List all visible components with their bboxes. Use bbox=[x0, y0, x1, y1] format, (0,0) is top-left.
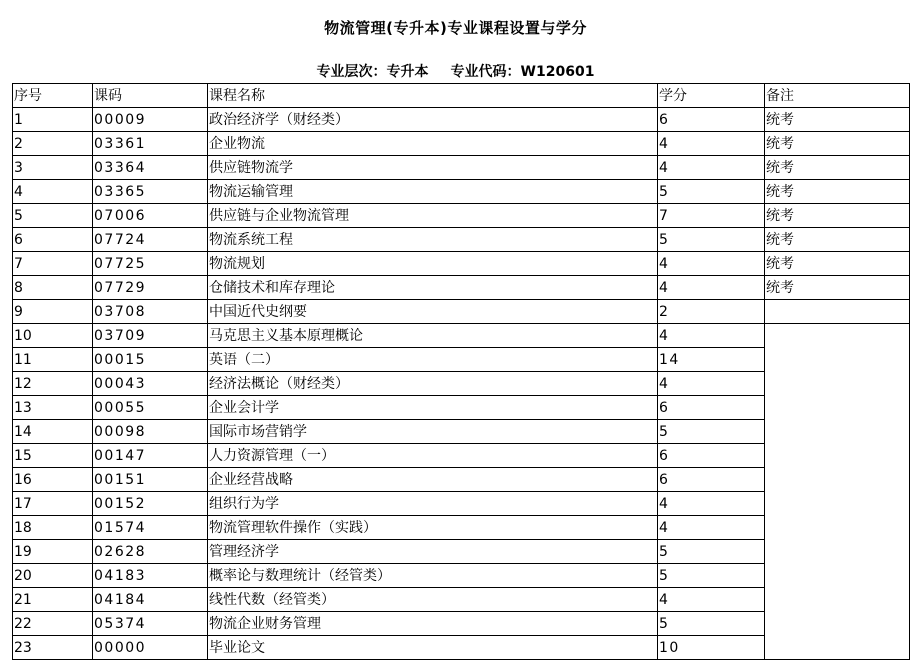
cell-credit: 6 bbox=[658, 396, 765, 420]
cell-credit: 4 bbox=[658, 516, 765, 540]
cell-code: 00015 bbox=[93, 348, 208, 372]
table-row bbox=[13, 300, 910, 324]
cell-name: 企业经营战略 bbox=[208, 468, 658, 492]
cell-name: 英语（二） bbox=[208, 348, 658, 372]
cell-code: 00043 bbox=[93, 372, 208, 396]
cell-code: 00147 bbox=[93, 444, 208, 468]
cell-name: 线性代数（经管类） bbox=[208, 588, 658, 612]
header-credit: 学分 bbox=[658, 84, 765, 108]
cell-credit: 6 bbox=[658, 444, 765, 468]
cell-code: 03361 bbox=[93, 132, 208, 156]
cell-no: 2 bbox=[13, 132, 93, 156]
table-row bbox=[13, 180, 910, 204]
cell-credit: 4 bbox=[658, 588, 765, 612]
cell-name: 马克思主义基本原理概论 bbox=[208, 324, 658, 348]
header-code: 课码 bbox=[93, 84, 208, 108]
cell-code: 04183 bbox=[93, 564, 208, 588]
table-row bbox=[13, 228, 910, 252]
cell-credit: 5 bbox=[658, 540, 765, 564]
cell-no: 11 bbox=[13, 348, 93, 372]
cell-name: 物流管理软件操作（实践） bbox=[208, 516, 658, 540]
cell-credit: 6 bbox=[658, 468, 765, 492]
cell-credit: 5 bbox=[658, 228, 765, 252]
table-row bbox=[13, 108, 910, 132]
cell-no: 19 bbox=[13, 540, 93, 564]
cell-credit: 4 bbox=[658, 156, 765, 180]
cell-note bbox=[765, 300, 910, 324]
cell-no: 7 bbox=[13, 252, 93, 276]
cell-no: 5 bbox=[13, 204, 93, 228]
cell-no: 1 bbox=[13, 108, 93, 132]
table-row bbox=[13, 156, 910, 180]
cell-name: 物流规划 bbox=[208, 252, 658, 276]
cell-credit: 7 bbox=[658, 204, 765, 228]
header-name: 课程名称 bbox=[208, 84, 658, 108]
cell-credit: 6 bbox=[658, 108, 765, 132]
cell-code: 00098 bbox=[93, 420, 208, 444]
cell-note: 统考 bbox=[765, 252, 910, 276]
cell-no: 13 bbox=[13, 396, 93, 420]
cell-note: 统考 bbox=[765, 276, 910, 300]
cell-no: 8 bbox=[13, 276, 93, 300]
cell-credit: 2 bbox=[658, 300, 765, 324]
cell-name: 企业物流 bbox=[208, 132, 658, 156]
cell-credit: 4 bbox=[658, 492, 765, 516]
cell-name: 物流运输管理 bbox=[208, 180, 658, 204]
cell-name: 管理经济学 bbox=[208, 540, 658, 564]
cell-credit: 5 bbox=[658, 612, 765, 636]
cell-code: 05374 bbox=[93, 612, 208, 636]
cell-code: 04184 bbox=[93, 588, 208, 612]
table-row bbox=[13, 204, 910, 228]
cell-name: 供应链与企业物流管理 bbox=[208, 204, 658, 228]
subtitle bbox=[0, 61, 911, 81]
cell-credit: 14 bbox=[658, 348, 765, 372]
cell-name: 人力资源管理（一） bbox=[208, 444, 658, 468]
cell-no: 18 bbox=[13, 516, 93, 540]
major-code: 专业代码：W120601 bbox=[450, 64, 595, 80]
cell-name: 政治经济学（财经类） bbox=[208, 108, 658, 132]
cell-code: 07725 bbox=[93, 252, 208, 276]
cell-note: 统考 bbox=[765, 180, 910, 204]
cell-credit: 5 bbox=[658, 564, 765, 588]
cell-name: 物流系统工程 bbox=[208, 228, 658, 252]
cell-no: 14 bbox=[13, 420, 93, 444]
cell-credit: 10 bbox=[658, 636, 765, 660]
cell-name: 毕业论文 bbox=[208, 636, 658, 660]
table-row bbox=[13, 132, 910, 156]
cell-code: 00009 bbox=[93, 108, 208, 132]
cell-code: 01574 bbox=[93, 516, 208, 540]
cell-name: 物流企业财务管理 bbox=[208, 612, 658, 636]
cell-name: 供应链物流学 bbox=[208, 156, 658, 180]
cell-note: 统考 bbox=[765, 228, 910, 252]
cell-name: 经济法概论（财经类） bbox=[208, 372, 658, 396]
cell-credit: 4 bbox=[658, 372, 765, 396]
cell-no: 15 bbox=[13, 444, 93, 468]
cell-code: 00152 bbox=[93, 492, 208, 516]
cell-credit: 5 bbox=[658, 420, 765, 444]
cell-no: 23 bbox=[13, 636, 93, 660]
cell-name: 概率论与数理统计（经管类） bbox=[208, 564, 658, 588]
cell-no: 4 bbox=[13, 180, 93, 204]
cell-no: 6 bbox=[13, 228, 93, 252]
cell-name: 企业会计学 bbox=[208, 396, 658, 420]
cell-no: 9 bbox=[13, 300, 93, 324]
cell-code: 03708 bbox=[93, 300, 208, 324]
major-level: 专业层次：专升本 bbox=[316, 64, 429, 80]
cell-note: 统考 bbox=[765, 204, 910, 228]
table-row bbox=[13, 252, 910, 276]
cell-note-merged bbox=[765, 324, 910, 660]
cell-credit: 5 bbox=[658, 180, 765, 204]
cell-code: 07724 bbox=[93, 228, 208, 252]
cell-credit: 4 bbox=[658, 252, 765, 276]
cell-name: 组织行为学 bbox=[208, 492, 658, 516]
cell-credit: 4 bbox=[658, 276, 765, 300]
cell-no: 3 bbox=[13, 156, 93, 180]
cell-name: 中国近代史纲要 bbox=[208, 300, 658, 324]
cell-credit: 4 bbox=[658, 132, 765, 156]
cell-code: 07006 bbox=[93, 204, 208, 228]
cell-note: 统考 bbox=[765, 132, 910, 156]
table-row bbox=[13, 324, 910, 348]
cell-no: 16 bbox=[13, 468, 93, 492]
cell-code: 02628 bbox=[93, 540, 208, 564]
table-row bbox=[13, 276, 910, 300]
cell-code: 03365 bbox=[93, 180, 208, 204]
cell-code: 00151 bbox=[93, 468, 208, 492]
cell-no: 12 bbox=[13, 372, 93, 396]
cell-name: 国际市场营销学 bbox=[208, 420, 658, 444]
cell-no: 20 bbox=[13, 564, 93, 588]
cell-credit: 4 bbox=[658, 324, 765, 348]
cell-note: 统考 bbox=[765, 156, 910, 180]
header-no: 序号 bbox=[13, 84, 93, 108]
cell-no: 10 bbox=[13, 324, 93, 348]
course-table bbox=[12, 83, 910, 660]
table-header-row bbox=[13, 84, 910, 108]
cell-no: 21 bbox=[13, 588, 93, 612]
cell-note: 统考 bbox=[765, 108, 910, 132]
page-title: 物流管理(专升本)专业课程设置与学分 bbox=[324, 19, 587, 37]
cell-code: 00000 bbox=[93, 636, 208, 660]
cell-no: 22 bbox=[13, 612, 93, 636]
header-note: 备注 bbox=[765, 84, 910, 108]
cell-name: 仓储技术和库存理论 bbox=[208, 276, 658, 300]
cell-code: 03364 bbox=[93, 156, 208, 180]
cell-code: 03709 bbox=[93, 324, 208, 348]
cell-code: 07729 bbox=[93, 276, 208, 300]
cell-no: 17 bbox=[13, 492, 93, 516]
cell-code: 00055 bbox=[93, 396, 208, 420]
